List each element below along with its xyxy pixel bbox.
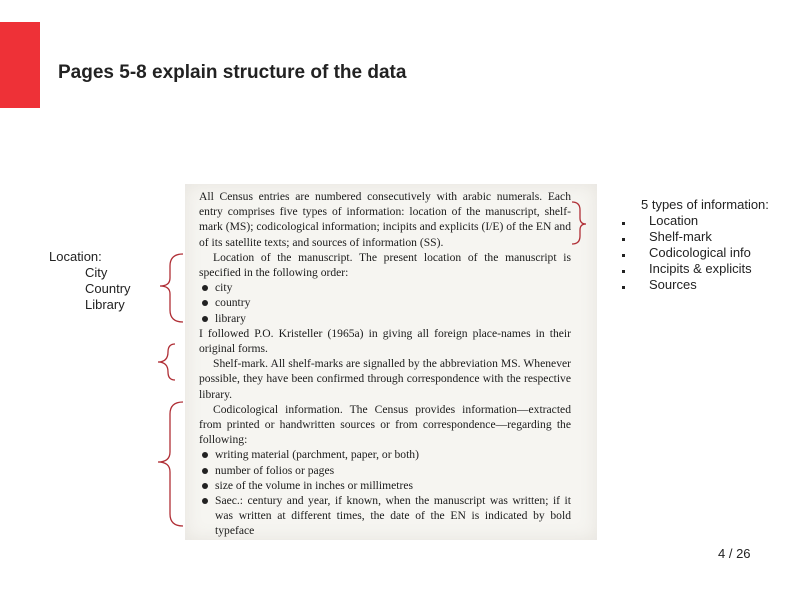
location-note-heading: Location: xyxy=(49,249,102,264)
types-list-item: Location xyxy=(618,213,769,229)
scan-list-item: city xyxy=(199,280,571,295)
scan-paragraph-location: Location of the manuscript. The present location of the manuscript is specified in the following order: xyxy=(199,250,571,280)
types-list-item: Shelf-mark xyxy=(618,229,769,245)
scan-list-item: Saec.: century and year, if known, when the manuscript was written; if it was written at different times, the date of the EN is indicated by bold typeface xyxy=(199,493,571,539)
scan-paragraph-codicological: Codicological information. The Census provides information—extracted from printed or handwritten sources or from correspondence—regarding the following: xyxy=(199,402,571,447)
types-note-heading: 5 types of information: xyxy=(641,197,769,212)
scan-paragraph-kristeller: I followed P.O. Kristeller (1965a) in giving all foreign place-names in their original forms. xyxy=(199,326,571,356)
scan-list-item: size of the volume in inches or millimetres xyxy=(199,478,571,493)
types-note xyxy=(618,197,769,293)
five-types-brace xyxy=(572,202,586,244)
codicological-brace xyxy=(158,402,183,526)
types-list-item: Incipits & explicits xyxy=(618,261,769,277)
shelfmark-brace xyxy=(158,344,175,380)
location-note-item: Country xyxy=(85,281,131,296)
scan-paragraph-intro: All Census entries are numbered consecutively with arabic numerals. Each entry comprises five types of information: location of the manuscript, shelf-mark (MS); codicological information; incipits and explicits (I/E) of the EN and of its satellite texts; and sources of information (SS). xyxy=(199,190,571,249)
location-brace xyxy=(160,254,183,322)
types-list-item: Sources xyxy=(618,277,769,293)
types-list xyxy=(618,213,769,293)
location-note-item: Library xyxy=(85,297,125,312)
slide-title: Pages 5-8 explain structure of the data xyxy=(58,62,407,83)
scan-list-item: number of folios or pages xyxy=(199,463,571,478)
types-list-item: Codicological info xyxy=(618,245,769,261)
scan-paragraph-shelfmark: Shelf-mark. All shelf-marks are signalled by the abbreviation MS. Whenever possible, they have been confirmed through correspondence with the respective library. xyxy=(199,357,571,401)
location-note-item: City xyxy=(85,265,108,280)
scan-list-item: country xyxy=(199,295,571,310)
scan-list-item: writing material (parchment, paper, or both) xyxy=(199,447,571,462)
page-number: 4 / 26 xyxy=(718,546,751,561)
scan-list-item: library xyxy=(199,311,571,326)
